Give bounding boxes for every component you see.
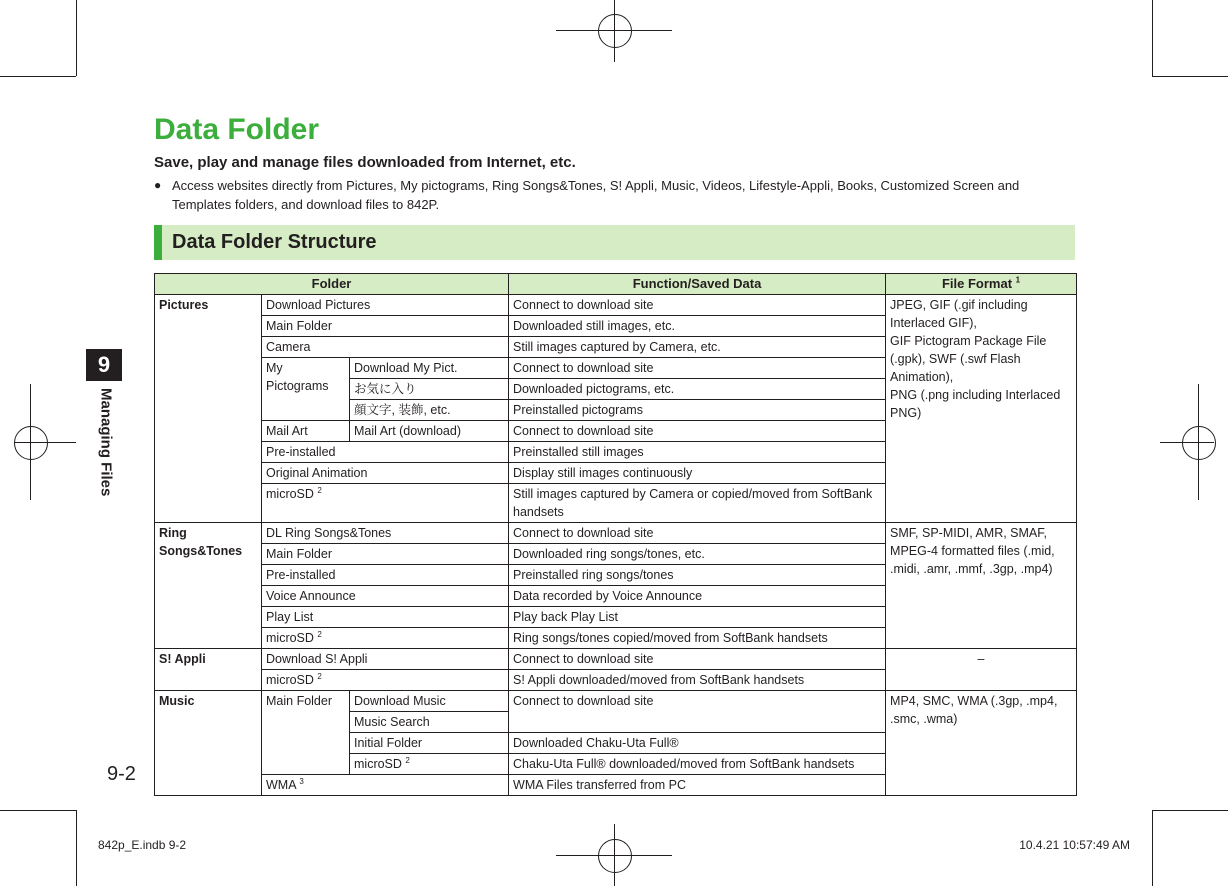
subfolder-item: お気に入り	[350, 379, 509, 400]
page-number: 9-2	[107, 763, 136, 785]
subfolder: DL Ring Songs&Tones	[262, 523, 509, 544]
header-folder: Folder	[155, 274, 509, 295]
page-subtitle: Save, play and manage files downloaded from Internet, etc.	[154, 154, 576, 171]
registration-mark	[14, 426, 48, 460]
function-cell: Still images captured by Camera, etc.	[509, 337, 886, 358]
crop-mark	[0, 810, 76, 811]
section-title: Data Folder Structure	[172, 231, 377, 253]
subfolder: Main Folder	[262, 544, 509, 565]
crop-mark	[0, 76, 76, 77]
function-cell: Connect to download site	[509, 295, 886, 316]
function-cell: Connect to download site	[509, 523, 886, 544]
crop-mark	[76, 0, 77, 76]
folder-pictures: Pictures	[155, 295, 262, 523]
table-row	[155, 523, 1077, 544]
crop-mark	[1152, 0, 1153, 76]
subfolder: Camera	[262, 337, 509, 358]
footer-timestamp: 10.4.21 10:57:49 AM	[1019, 838, 1130, 852]
crop-mark	[1152, 810, 1153, 886]
function-cell: Preinstalled pictograms	[509, 400, 886, 421]
subfolder: Download Pictures	[262, 295, 509, 316]
crop-mark	[76, 810, 77, 886]
registration-mark	[1182, 426, 1216, 460]
function-cell: WMA Files transferred from PC	[509, 775, 886, 796]
section-heading	[154, 225, 1075, 260]
subfolder: Original Animation	[262, 463, 509, 484]
subfolder-item: Initial Folder	[350, 733, 509, 754]
subfolder: Play List	[262, 607, 509, 628]
subfolder: My Pictograms	[262, 358, 350, 421]
subfolder: microSD $^2$	[262, 484, 509, 523]
function-cell: Downloaded Chaku-Uta Full®	[509, 733, 886, 754]
bullet-item	[154, 176, 1044, 214]
subfolder-item: Download My Pict.	[350, 358, 509, 379]
function-cell: Downloaded pictograms, etc.	[509, 379, 886, 400]
subfolder: WMA $^3$	[262, 775, 509, 796]
subfolder: Main Folder	[262, 316, 509, 337]
header-function: Function/Saved Data	[509, 274, 886, 295]
crop-mark	[1152, 76, 1228, 77]
table-header-row	[155, 274, 1077, 295]
registration-mark	[598, 14, 632, 48]
function-cell: Connect to download site	[509, 358, 886, 379]
registration-mark	[598, 839, 632, 873]
subfolder: Download S! Appli	[262, 649, 509, 670]
function-cell: S! Appli downloaded/moved from SoftBank handsets	[509, 670, 886, 691]
subfolder: Pre-installed	[262, 442, 509, 463]
subfolder: Mail Art	[262, 421, 350, 442]
subfolder-item: Music Search	[350, 712, 509, 733]
format-cell: MP4, SMC, WMA (.3gp, .mp4, .smc, .wma)	[886, 691, 1077, 796]
bullet-dot-icon: ●	[154, 178, 162, 192]
format-cell: JPEG, GIF (.gif including Interlaced GIF), GIF Pictogram Package File (.gpk), SWF (.swf Flash Animation), PNG (.png including Interlaced PNG)	[886, 295, 1077, 523]
table-row	[155, 649, 1077, 670]
chapter-label: Managing Files	[97, 388, 115, 497]
table-row	[155, 691, 1077, 712]
bullet-text: Access websites directly from Pictures, My pictograms, Ring Songs&Tones, S! Appli, Music, Videos, Lifestyle-Appli, Books, Customized Screen and Templates folders, and download files to 842P.	[172, 178, 1020, 212]
data-folder-table	[154, 273, 1077, 796]
subfolder: Pre-installed	[262, 565, 509, 586]
function-cell: Preinstalled ring songs/tones	[509, 565, 886, 586]
footer-file-info: 842p_E.indb 9-2	[98, 838, 187, 852]
function-cell: Chaku-Uta Full® downloaded/moved from SoftBank handsets	[509, 754, 886, 775]
format-cell: –	[886, 649, 1077, 691]
function-cell: Ring songs/tones copied/moved from SoftBank handsets	[509, 628, 886, 649]
function-cell: Downloaded still images, etc.	[509, 316, 886, 337]
subfolder-item: 顔文字, 装飾, etc.	[350, 400, 509, 421]
subfolder: Voice Announce	[262, 586, 509, 607]
function-cell: Connect to download site	[509, 649, 886, 670]
subfolder-item: Mail Art (download)	[350, 421, 509, 442]
subfolder: Main Folder	[262, 691, 350, 775]
table-row	[155, 295, 1077, 316]
function-cell: Display still images continuously	[509, 463, 886, 484]
subfolder-item: microSD $^2$	[350, 754, 509, 775]
function-cell: Data recorded by Voice Announce	[509, 586, 886, 607]
subfolder: microSD $^2$	[262, 670, 509, 691]
function-cell: Play back Play List	[509, 607, 886, 628]
function-cell: Connect to download site	[509, 421, 886, 442]
subfolder: microSD $^2$	[262, 628, 509, 649]
crop-mark	[1152, 810, 1228, 811]
function-cell: Connect to download site	[509, 691, 886, 733]
function-cell: Still images captured by Camera or copied/moved from SoftBank handsets	[509, 484, 886, 523]
folder-s-appli: S! Appli	[155, 649, 262, 691]
function-cell: Preinstalled still images	[509, 442, 886, 463]
folder-music: Music	[155, 691, 262, 796]
format-cell: SMF, SP-MIDI, AMR, SMAF, MPEG-4 formatted files (.mid, .midi, .amr, .mmf, .3gp, .mp4)	[886, 523, 1077, 649]
chapter-number: 9	[86, 349, 122, 381]
function-cell: Downloaded ring songs/tones, etc.	[509, 544, 886, 565]
subfolder-item: Download Music	[350, 691, 509, 712]
header-format: File Format $^1$	[886, 274, 1077, 295]
page-title: Data Folder	[154, 113, 320, 146]
folder-ring-songs: Ring Songs&Tones	[155, 523, 262, 649]
